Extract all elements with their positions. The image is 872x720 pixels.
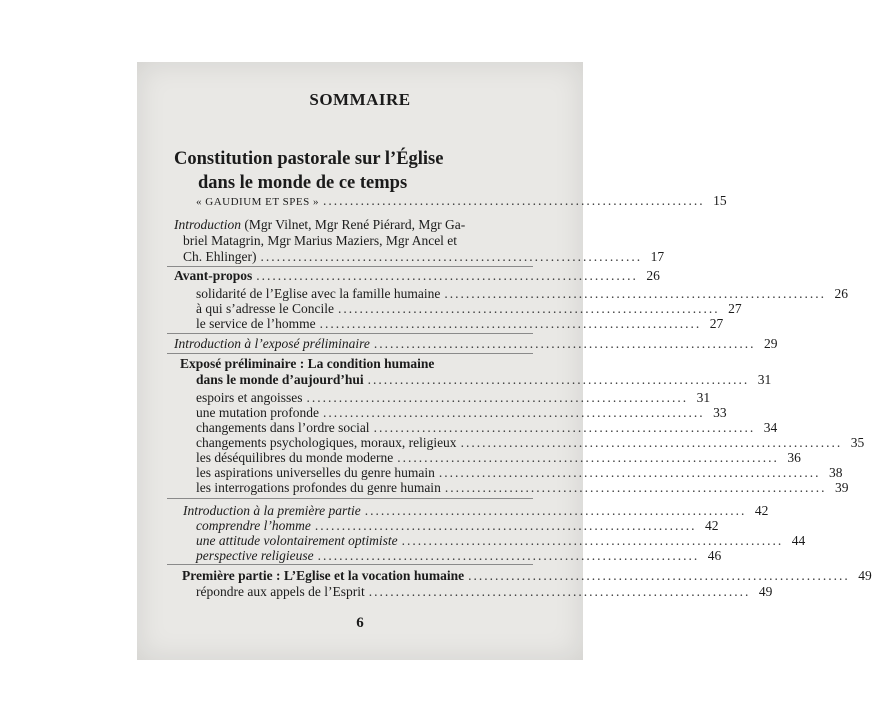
toc-subentry: à qui s’adresse le Concile ....................................................................... 27 [196,301,742,316]
toc-subentry: perspective religieuse ....................................................................... 46 [196,548,722,563]
toc-subentry: les déséquilibres du monde moderne ....................................................................... 36 [196,450,801,465]
entry-page: 15 [713,193,727,208]
toc-subentry: comprendre l’homme ....................................................................... 42 [196,518,719,533]
entry-label-line2: dans le monde d’aujourd’hui [196,372,364,387]
leader-dots: ....................................................................... [260,249,643,264]
entry-page: 49 [858,568,872,583]
entry-label-italic: Introduction [174,217,241,232]
entry-label-line3: Ch. Ehlinger) [183,249,257,264]
entry-label: Première partie : L’Eglise et la vocation humaine [182,568,465,583]
entry-page: 29 [763,336,778,351]
toc-subentry: répondre aux appels de l’Esprit ....................................................................... 49 [196,584,773,599]
toc-subentry: solidarité de l’Eglise avec la famille humaine ....................................................................... 26 [196,286,849,301]
divider [167,353,533,354]
divider [167,564,533,565]
book-page [137,62,872,660]
entry-label-line2: briel Matagrin, Mgr Marius Maziers, Mgr Ancel et [183,233,458,248]
entry-label: Avant-propos [174,268,253,283]
page-title: SOMMAIRE [309,90,411,109]
entry-label: (Mgr Vilnet, Mgr René Piérard, Mgr Ga- [241,217,466,232]
entry-label: Introduction à la première partie [183,503,361,518]
divider [167,333,533,334]
section-title-line2: dans le monde de ce temps [198,173,408,193]
leader-dots: ....................................................................... [256,268,638,283]
toc-subentry: changements dans l’ordre social ....................................................................... 34 [196,420,778,435]
toc-subentry: espoirs et angoisses ....................................................................... 31 [196,390,711,405]
divider [167,266,533,267]
entry-page: 17 [650,249,665,264]
entry-page: 42 [754,503,769,518]
page-number: 6 [356,615,364,631]
entry-label: Introduction à l’exposé préliminaire [174,336,370,351]
leader-dots: ....................................................................... [468,568,850,583]
entry-page: 26 [646,268,660,283]
toc-subentry: le service de l’homme ....................................................................... 27 [196,316,724,331]
entry-page: 31 [757,372,772,387]
leader-dots: ....................................................................... [373,336,756,351]
entry-label-line1: Exposé préliminaire : La condition humaine [180,356,435,371]
entry-label: « GAUDIUM ET SPES » [196,196,319,208]
divider [167,498,533,499]
toc-subentry: les interrogations profondes du genre humain ....................................................................... 39 [196,480,849,495]
toc-subentry: les aspirations universelles du genre humain ....................................................................... 38 [196,465,843,480]
section-title [174,147,443,195]
toc-subentry: changements psychologiques, moraux, religieux ....................................................................... 35 [196,435,865,450]
toc-subentry: une attitude volontairement optimiste ....................................................................... 44 [196,533,806,548]
leader-dots: ....................................................................... [367,372,750,387]
toc-subentry: une mutation profonde ....................................................................... 33 [196,405,727,420]
leader-dots: ....................................................................... [364,503,747,518]
section-title-line1: Constitution pastorale sur l’Église [174,149,444,169]
leader-dots: ....................................................................... [322,193,705,208]
